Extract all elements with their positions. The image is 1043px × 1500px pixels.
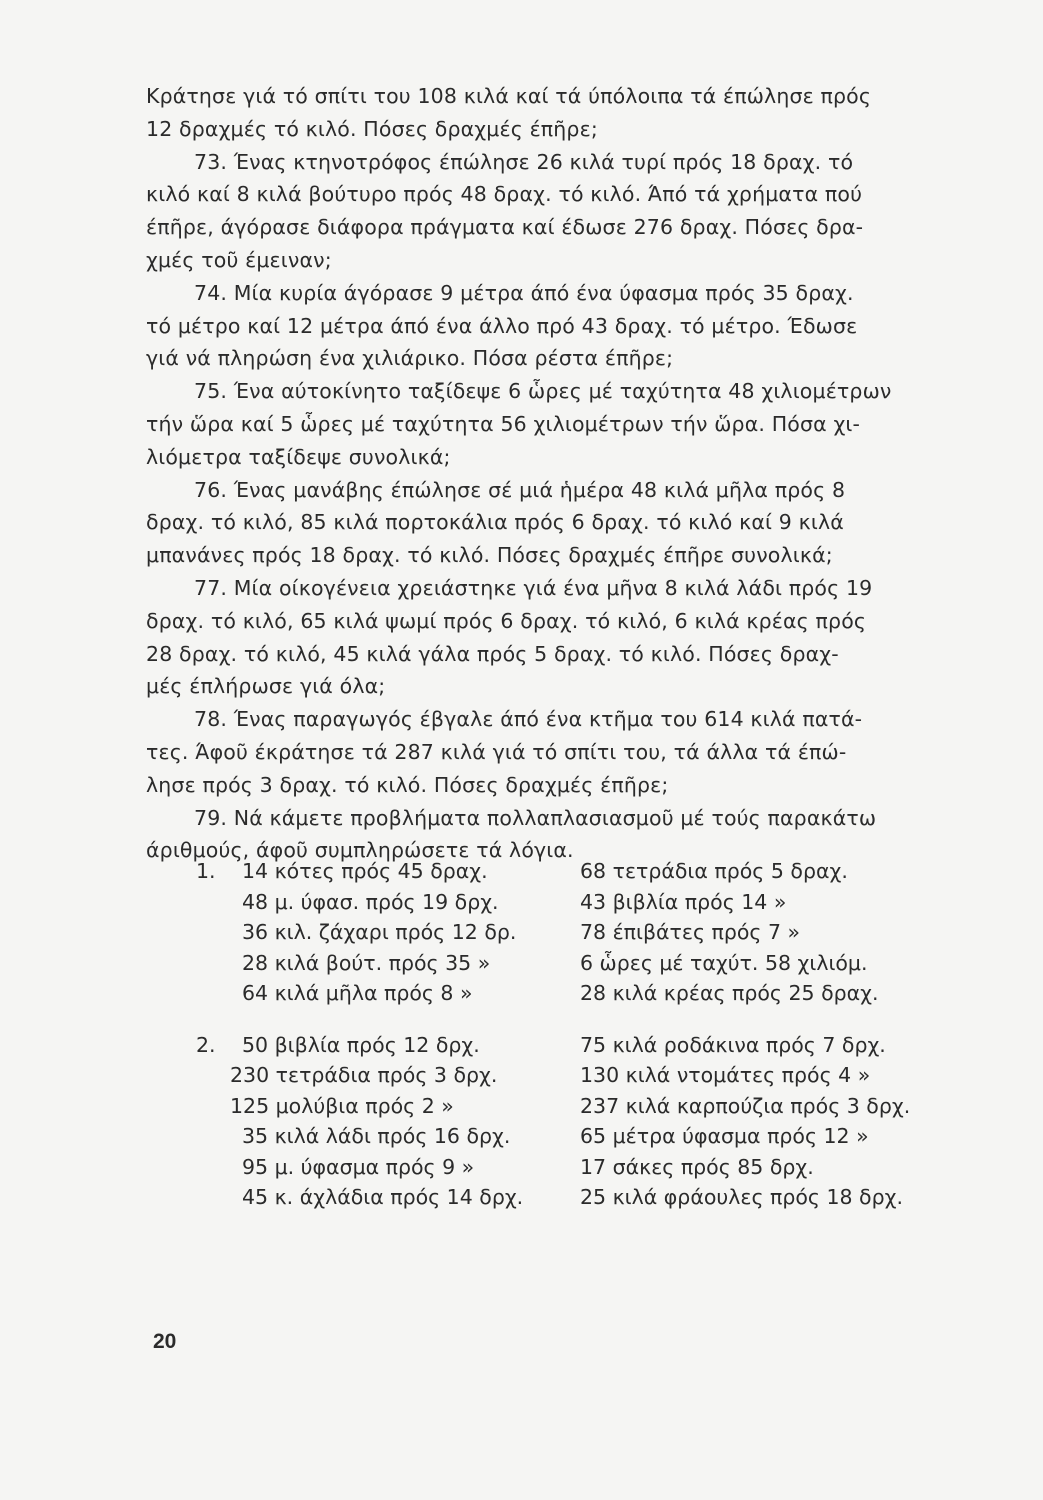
text-line: έπῆρε, άγόρασε διάφορα πράγματα καί έδωσε 276 δραχ. Πόσες δρα- [146, 215, 864, 240]
text-line: τό μέτρο καί 12 μέτρα άπό ένα άλλο πρό 43 δραχ. τό μέτρο. Έδωσε [146, 313, 858, 338]
problem-76-start: 76. Ένας μανάβης έπώλησε σέ μιά ἡμέρα 48 κιλά μῆλα πρός 8 [194, 477, 846, 502]
list-left-cell: 50 βιβλία πρός 12 δρχ. [242, 1032, 480, 1057]
page-number: 20 [153, 1330, 177, 1353]
group-spacer [196, 1009, 956, 1030]
list-item [196, 1121, 956, 1152]
text-line: κιλό καί 8 κιλά βούτυρο πρός 48 δραχ. τό κιλό. Άπό τά χρήματα πού [146, 182, 863, 207]
text-line: Κράτησε γιά τό σπίτι του 108 κιλά καί τά ύπόλοιπα τά έπώλησε πρός [146, 84, 872, 108]
list-right-cell: 6 ὧρες μέ ταχύτ. 58 χιλιόμ. [580, 950, 868, 975]
list-right-cell: 17 σάκες πρός 85 δρχ. [580, 1154, 814, 1179]
list-left-cell: 35 κιλά λάδι πρός 16 δρχ. [242, 1124, 511, 1148]
list-right-cell: 78 έπιβάτες πρός 7 » [580, 920, 801, 944]
text-line: τήν ὥρα καί 5 ὧρες μέ ταχύτητα 56 χιλιομέτρων τήν ὥρα. Πόσα χι- [146, 411, 861, 436]
text-line: δραχ. τό κιλό, 85 κιλά πορτοκάλια πρός 6 δραχ. τό κιλό καί 9 κιλά [146, 510, 844, 535]
list-left-cell: 48 μ. ύφασ. πρός 19 δρχ. [242, 889, 499, 914]
problem-74-start: 74. Μία κυρία άγόρασε 9 μέτρα άπό ένα ύφασμα πρός 35 δραχ. [194, 280, 854, 305]
problem-79-start: 79. Νά κάμετε προβλήματα πολλαπλασιασμοῦ μέ τούς παρακάτω [194, 805, 877, 830]
text-line: τες. Άφοῦ έκράτησε τά 287 κιλά γιά τό σπίτι του, τά άλλα τά έπώ- [146, 739, 847, 764]
list-right-cell: 68 τετράδια πρός 5 δραχ. [580, 859, 848, 883]
list-left-cell: 36 κιλ. ζάχαρι πρός 12 δρ. [242, 920, 517, 944]
problem-78-start: 78. Ένας παραγωγός έβγαλε άπό ένα κτῆμα του 614 κιλά πατά- [194, 707, 863, 732]
list-item [196, 1152, 956, 1183]
list-item [196, 948, 956, 979]
text-line: χμές τοῦ έμειναν; [146, 247, 332, 272]
list-right-cell: 75 κιλά ροδάκινα πρός 7 δρχ. [580, 1032, 886, 1057]
problem-77-start: 77. Μία οίκογένεια χρειάστηκε γιά ένα μῆνα 8 κιλά λάδι πρός 19 [194, 575, 873, 600]
text-line: μπανάνες πρός 18 δραχ. τό κιλό. Πόσες δραχμές έπῆρε συνολικά; [146, 543, 833, 568]
text-line: μές έπλήρωσε γιά όλα; [146, 674, 386, 699]
text-line: λιόμετρα ταξίδεψε συνολικά; [146, 444, 451, 469]
list-left-cell: 125 μολύβια πρός 2 » [230, 1093, 454, 1118]
list-left-cell: 28 κιλά βούτ. πρός 35 » [242, 950, 491, 975]
list-item [196, 1030, 956, 1061]
list-right-cell: 28 κιλά κρέας πρός 25 δραχ. [580, 981, 879, 1005]
text-line: άριθμούς, άφοῦ συμπληρώσετε τά λόγια. [146, 838, 574, 863]
list-left-cell: 230 τετράδια πρός 3 δρχ. [230, 1063, 498, 1087]
list-item [196, 1060, 956, 1091]
text-line: 12 δραχμές τό κιλό. Πόσες δραχμές έπῆρε; [146, 116, 598, 141]
list-right-cell: 25 κιλά φράουλες πρός 18 δρχ. [580, 1185, 903, 1209]
text-line: δραχ. τό κιλό, 65 κιλά ψωμί πρός 6 δραχ. τό κιλό, 6 κιλά κρέας πρός [146, 608, 867, 633]
list-item [196, 978, 956, 1009]
text-line: λησε πρός 3 δραχ. τό κιλό. Πόσες δραχμές έπῆρε; [146, 772, 669, 797]
group-number: 1. [196, 859, 216, 883]
list-left-cell: 14 κότες πρός 45 δραχ. [242, 859, 488, 883]
list-right-cell: 43 βιβλία πρός 14 » [580, 889, 787, 914]
list-item [196, 1091, 956, 1122]
list-item [196, 887, 956, 918]
group-number: 2. [196, 1032, 216, 1057]
problems-text [146, 80, 946, 867]
text-line: 28 δραχ. τό κιλό, 45 κιλά γάλα πρός 5 δραχ. τό κιλό. Πόσες δραχ- [146, 641, 839, 666]
exercise-list [196, 856, 956, 1213]
list-left-cell: 64 κιλά μῆλα πρός 8 » [242, 981, 473, 1005]
list-right-cell: 65 μέτρα ύφασμα πρός 12 » [580, 1124, 869, 1148]
problem-75-start: 75. Ένα αύτοκίνητο ταξίδεψε 6 ὧρες μέ ταχύτητα 48 χιλιομέτρων [194, 379, 892, 404]
list-right-cell: 130 κιλά ντομάτες πρός 4 » [580, 1063, 871, 1087]
list-left-cell: 45 κ. άχλάδια πρός 14 δρχ. [242, 1185, 524, 1209]
list-item [196, 856, 956, 887]
list-item [196, 1182, 956, 1213]
text-line: γιά νά πληρώση ένα χιλιάρικο. Πόσα ρέστα έπῆρε; [146, 346, 674, 371]
problem-73-start: 73. Ένας κτηνοτρόφος έπώλησε 26 κιλά τυρί πρός 18 δραχ. τό [194, 149, 854, 174]
list-item [196, 917, 956, 948]
list-left-cell: 95 μ. ύφασμα πρός 9 » [242, 1154, 475, 1179]
list-right-cell: 237 κιλά καρπούζια πρός 3 δρχ. [580, 1093, 911, 1118]
